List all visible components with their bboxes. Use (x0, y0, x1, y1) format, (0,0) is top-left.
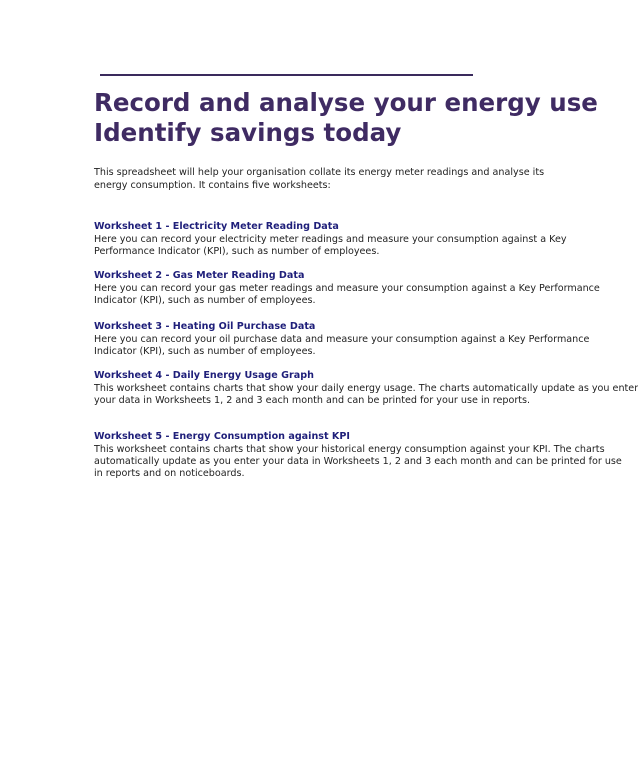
worksheet-3-description (94, 334, 589, 358)
worksheet-5-line-3: in reports and on noticeboards. (94, 468, 245, 479)
worksheet-5-line-2: automatically update as you enter your data in Worksheets 1, 2 and 3 each month and can be printed for use (94, 456, 622, 467)
worksheet-2-heading: Worksheet 2 - Gas Meter Reading Data (94, 270, 305, 281)
title-line-1: Record and analyse your energy use (94, 88, 598, 117)
worksheet-3-heading: Worksheet 3 - Heating Oil Purchase Data (94, 321, 316, 332)
worksheet-5-description (94, 444, 622, 480)
worksheet-2-line-1: Here you can record your gas meter readings and measure your consumption against a Key Performance (94, 283, 600, 294)
worksheet-4-line-2: your data in Worksheets 1, 2 and 3 each month and can be printed for your use in reports. (94, 395, 531, 406)
intro-line-1: This spreadsheet will help your organisation collate its energy meter readings and analyse its (94, 167, 545, 178)
worksheet-5-line-1: This worksheet contains charts that show your historical energy consumption against your KPI. The charts (94, 444, 605, 455)
worksheet-5-heading: Worksheet 5 - Energy Consumption against KPI (94, 431, 350, 442)
worksheet-3-line-2: Indicator (KPI), such as number of employees. (94, 346, 316, 357)
intro-paragraph (94, 166, 544, 192)
page-title (94, 88, 598, 148)
worksheet-1-description (94, 234, 567, 258)
worksheet-2-line-2: Indicator (KPI), such as number of employees. (94, 295, 316, 306)
title-line-2: Identify savings today (94, 118, 402, 147)
intro-line-2: energy consumption. It contains five worksheets: (94, 180, 331, 191)
worksheet-1-line-1: Here you can record your electricity meter readings and measure your consumption against a Key (94, 234, 567, 245)
worksheet-4-description (94, 383, 638, 407)
content-area (94, 0, 638, 777)
worksheet-3-line-1: Here you can record your oil purchase data and measure your consumption against a Key Performance (94, 334, 590, 345)
worksheet-2-description (94, 283, 600, 307)
worksheet-1-heading: Worksheet 1 - Electricity Meter Reading Data (94, 221, 339, 232)
worksheet-4-heading: Worksheet 4 - Daily Energy Usage Graph (94, 370, 314, 381)
worksheet-1-line-2: Performance Indicator (KPI), such as number of employees. (94, 246, 380, 257)
worksheet-4-line-1: This worksheet contains charts that show your daily energy usage. The charts automatically update as you enter (94, 383, 638, 394)
